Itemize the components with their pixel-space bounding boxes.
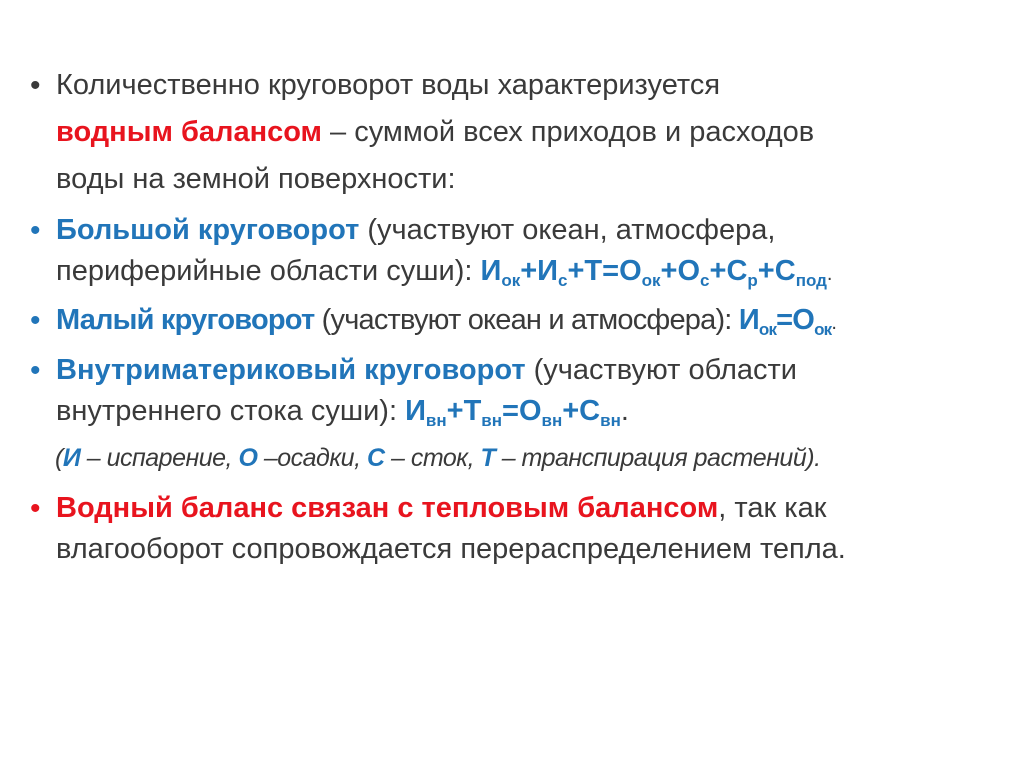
text-line: – суммой всех приходов и расходов [322, 116, 815, 148]
term-large-cycle: Большой круговорот [56, 214, 360, 246]
bullet-text [56, 488, 1004, 570]
bullet-text [56, 62, 1004, 203]
text-line: , так как [718, 492, 827, 524]
bullet-water-balance-intro [30, 62, 1004, 203]
text-line: воды на земной поверхности: [56, 163, 456, 195]
bullet-large-cycle [30, 210, 1004, 301]
legend-key: С [366, 444, 385, 472]
legend-key: И [62, 444, 81, 472]
legend-notation: (И – испарение, О –осадки, С – сток, Т – транспирация растений). [55, 444, 821, 472]
period: . [831, 312, 837, 334]
term-inland-cycle: Внутриматериковый круговорот [56, 354, 526, 386]
text-line: Количественно круговорот воды характеризуется [56, 69, 721, 101]
period: . [620, 395, 629, 427]
legend-key: О [238, 444, 258, 472]
bullet-inland-cycle [30, 350, 1004, 441]
highlight-heat-balance: Водный баланс связан с тепловым балансом [56, 492, 719, 524]
bullet-heat-balance [30, 488, 1004, 570]
bullet-text [56, 300, 1004, 350]
term-small-cycle: Малый круговорот [56, 304, 315, 336]
description: (участвуют океан и атмосфера): [314, 304, 739, 336]
bullet-marker: • [30, 492, 41, 525]
highlight-water-balance: водным балансом [56, 116, 322, 148]
bullet-text [56, 210, 1004, 301]
formula-inland-cycle: $И_{вн}+Т_{вн}=О_{вн}+С_{вн}$ [405, 395, 621, 430]
period: . [826, 263, 833, 285]
formula-small-cycle: $И_{ок}=О_{ок}$ [738, 304, 832, 339]
bullet-marker: • [30, 304, 41, 337]
bullet-marker: • [30, 354, 41, 387]
text-line: влагооборот сопровождается перераспределением тепла. [56, 533, 846, 565]
description: периферийные области суши): [56, 255, 481, 287]
legend-key: Т [480, 444, 496, 472]
bullet-marker: • [30, 214, 41, 247]
bullet-small-cycle [30, 300, 1004, 350]
bullet-marker: • [30, 69, 41, 102]
bullet-text [56, 350, 1004, 441]
description: (участвуют области [525, 354, 797, 386]
description: (участвуют океан, атмосфера, [359, 214, 776, 246]
description: внутреннего стока суши): [56, 395, 406, 427]
formula-large-cycle: $И_{ок}+И_с+Т=О_{ок}+О_с+С_р+С_{под}$ [480, 255, 827, 290]
